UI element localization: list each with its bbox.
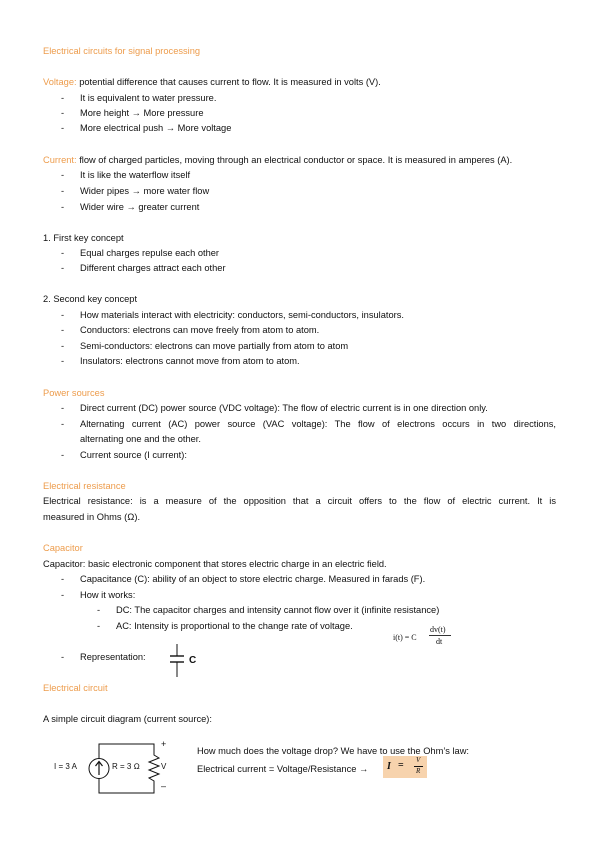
bullet-dash: -: [97, 605, 101, 615]
formula-v: V: [416, 756, 421, 764]
list-item: AC: Intensity is proportional to the change rate of voltage.: [116, 621, 353, 631]
bullet-dash: -: [97, 621, 101, 631]
list-item: Equal charges repulse each other: [80, 248, 220, 258]
list-item: DC: The capacitor charges and intensity cannot flow over it (infinite resistance): [116, 605, 440, 615]
bullet-dash: -: [61, 325, 65, 335]
capacitor-symbol-icon: [168, 644, 188, 678]
formula-bar: [429, 635, 451, 636]
resistance-heading: Electrical resistance: [43, 481, 126, 491]
resistance-text-continuation: measured in Ohms (Ω).: [43, 512, 141, 522]
voltage-minus-sign: –: [161, 781, 167, 791]
bullet-dash: -: [61, 403, 65, 413]
voltage-plus-sign: +: [161, 739, 167, 749]
bullet-dash: -: [61, 310, 65, 320]
bullet-dash: -: [61, 108, 65, 118]
list-item: Different charges attract each other: [80, 263, 226, 273]
bullet-dash: -: [61, 263, 65, 273]
bullet-dash: -: [61, 170, 65, 180]
concept1-heading: 1. First key concept: [43, 233, 124, 243]
list-item: Direct current (DC) power source (VDC voltage): The flow of electric current is in one direction only.: [80, 403, 488, 413]
voltage-text: potential difference that causes current to flow. It is measured in volts (V).: [79, 77, 381, 87]
bullet-dash: -: [61, 419, 65, 429]
ohms-law-formula: [383, 756, 427, 778]
ohms-law-question: How much does the voltage drop? We have to use the Ohm’s law:: [197, 746, 469, 756]
page-title: Electrical circuits for signal processing: [43, 46, 201, 56]
resistance-text: Electrical resistance: is a measure of the opposition that a circuit offers to the flow of electric current. It is: [43, 496, 556, 506]
list-item: Capacitance (C): ability of an object to store electric charge. Measured in farads (F).: [80, 574, 426, 584]
bullet-dash: -: [61, 590, 65, 600]
capacitor-symbol-label: C: [189, 655, 197, 666]
bullet-dash: -: [61, 202, 65, 212]
concept2-heading: 2. Second key concept: [43, 294, 138, 304]
bullet-dash: -: [61, 248, 65, 258]
list-item: Wider pipes → more water flow: [80, 186, 210, 196]
formula-i: I: [387, 761, 391, 772]
formula-equals: =: [398, 760, 404, 771]
circuit-heading: Electrical circuit: [43, 683, 108, 693]
bullet-dash: -: [61, 123, 65, 133]
list-item: Semi-conductors: electrons can move partially from atom to atom: [80, 341, 349, 351]
list-item: How materials interact with electricity: conductors, semi-conductors, insulators.: [80, 310, 404, 320]
list-item: It is like the waterflow itself: [80, 170, 191, 180]
bullet-dash: -: [61, 186, 65, 196]
formula-denominator: dt: [436, 637, 443, 646]
current-text: flow of charged particles, moving through an electrical conductor or space. It is measured in amperes (A).: [79, 155, 513, 165]
bullet-dash: -: [61, 341, 65, 351]
list-item: Wider wire → greater current: [80, 202, 200, 212]
list-item: Current source (I current):: [80, 450, 187, 460]
formula-lhs: i(t) = C: [393, 633, 417, 642]
current-value-label: I = 3 A: [54, 762, 77, 771]
ohms-law-text: Electrical current = Voltage/Resistance →: [197, 764, 369, 774]
circuit-intro: A simple circuit diagram (current source):: [43, 714, 212, 724]
current-label: Current:: [43, 155, 77, 165]
power-heading: Power sources: [43, 388, 105, 398]
formula-r: R: [416, 767, 421, 775]
resistor-value-label: R = 3 Ω: [112, 762, 140, 771]
formula-numerator: dv(t): [430, 625, 446, 634]
current-definition: [43, 154, 512, 166]
list-item: It is equivalent to water pressure.: [80, 93, 217, 103]
capacitor-heading: Capacitor: [43, 543, 83, 553]
voltage-definition: [43, 76, 381, 88]
bullet-dash: -: [61, 450, 65, 460]
bullet-dash: -: [61, 93, 65, 103]
voltage-label: Voltage:: [43, 77, 77, 87]
list-item: Conductors: electrons can move freely from atom to atom.: [80, 325, 320, 335]
capacitor-intro: Capacitor: basic electronic component that stores electric charge in an electric field.: [43, 559, 387, 569]
list-item: Alternating current (AC) power source (VAC voltage): The flow of electrons occurs in two directions,: [80, 419, 556, 429]
list-item: More height → More pressure: [80, 108, 204, 118]
bullet-dash: -: [61, 574, 65, 584]
bullet-dash: -: [61, 356, 65, 366]
list-item-continuation: alternating one and the other.: [80, 434, 201, 444]
bullet-dash: -: [61, 652, 65, 662]
list-item: More electrical push → More voltage: [80, 123, 232, 133]
list-item: Representation:: [80, 652, 146, 662]
list-item: How it works:: [80, 590, 136, 600]
voltage-v-label: V: [161, 762, 167, 771]
list-item: Insulators: electrons cannot move from atom to atom.: [80, 356, 300, 366]
